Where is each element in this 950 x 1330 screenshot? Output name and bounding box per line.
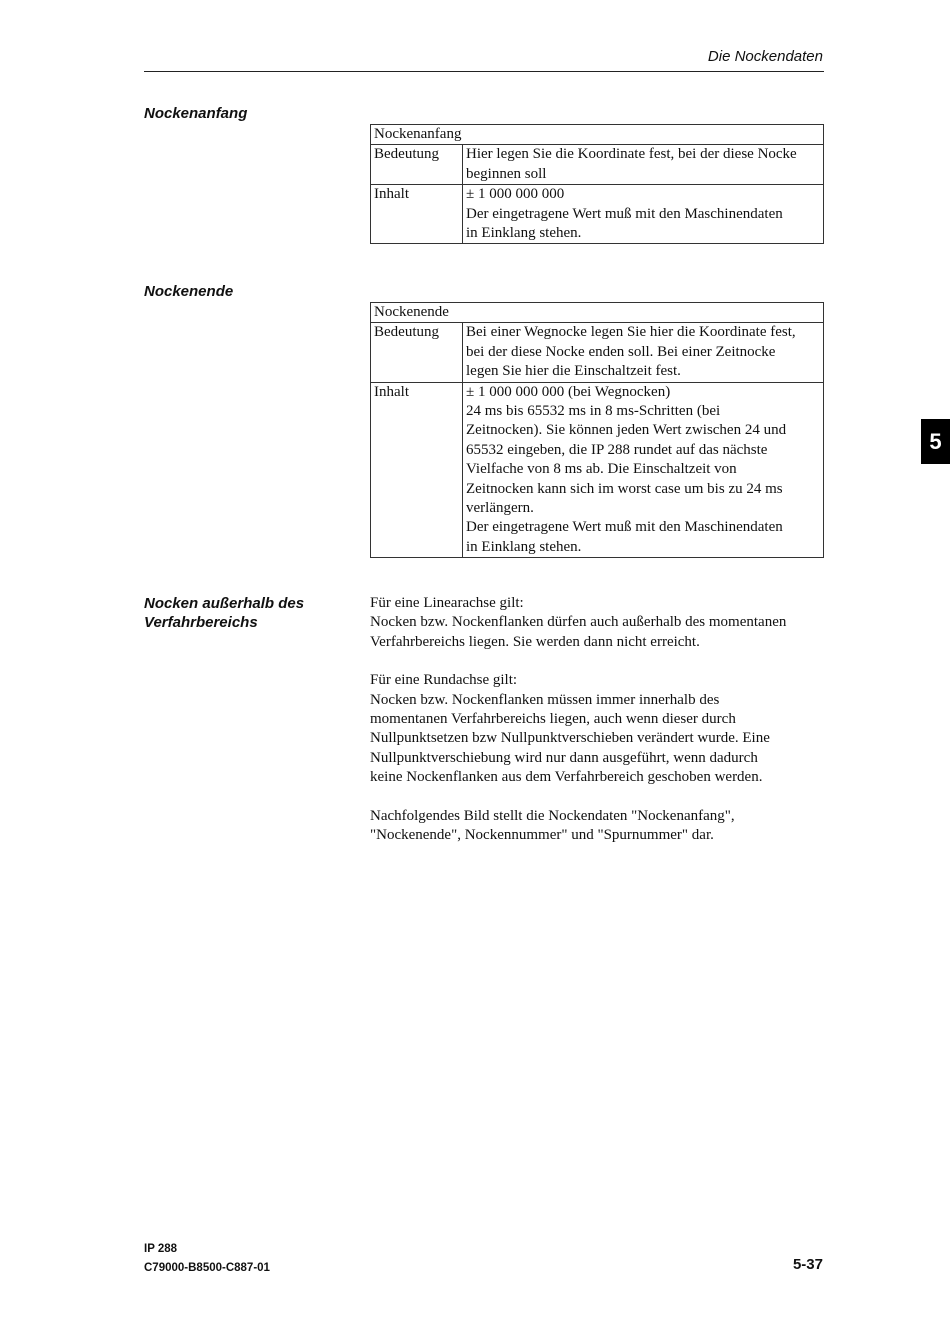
text-line: Für eine Linearachse gilt:: [370, 595, 524, 611]
text-line: Nullpunktverschiebung wird nur dann ausgeführt, wenn dadurch: [370, 749, 758, 766]
paragraph-linearachse: [370, 594, 824, 652]
text-line: Nocken bzw. Nockenflanken müssen immer innerhalb des: [370, 691, 720, 708]
value-line: Der eingetragene Wert muß mit den Maschinendaten: [466, 205, 783, 222]
text-line: "Nockenende", Nockennummer" und "Spurnummer" dar.: [370, 827, 714, 844]
heading-line: Verfahrbereichs: [144, 614, 258, 631]
row-value: [463, 185, 824, 244]
row-value: [463, 323, 824, 382]
heading-nockenende: Nockenende: [144, 283, 234, 300]
text-line: momentanen Verfahrbereichs liegen, auch wenn dieser durch: [370, 711, 736, 728]
paragraph-bildverweis: [370, 807, 824, 846]
value-line: legen Sie hier die Einschaltzeit fest.: [466, 363, 681, 380]
paragraph-rundachse: [370, 671, 824, 787]
value-line: in Einklang stehen.: [466, 225, 582, 242]
text-line: Für eine Rundachse gilt:: [370, 672, 518, 689]
value-line: beginnen soll: [466, 165, 547, 182]
row-key: Bedeutung: [371, 145, 463, 185]
row-key: Bedeutung: [371, 323, 463, 382]
table-row: [371, 185, 824, 244]
text-line: Nachfolgendes Bild stellt die Nockendaten "Nockenanfang",: [370, 807, 735, 824]
row-key: Inhalt: [371, 382, 463, 558]
value-line: 24 ms bis 65532 ms in 8 ms-Schritten (bei: [466, 403, 721, 420]
value-line: 65532 eingeben, die IP 288 rundet auf das nächste: [466, 441, 768, 458]
footer-doc-number: C79000-B8500-C887-01: [144, 1262, 270, 1274]
value-line: Der eingetragene Wert muß mit den Maschinendaten: [466, 519, 783, 536]
row-value: [463, 382, 824, 558]
value-line: Zeitnocken). Sie können jeden Wert zwischen 24 und: [466, 422, 787, 439]
row-value: [463, 145, 824, 185]
text-line: Verfahrbereichs liegen. Sie werden dann nicht erreicht.: [370, 633, 700, 650]
footer-product: IP 288: [144, 1243, 178, 1255]
value-line: Zeitnocken kann sich im worst case um bis zu 24 ms: [466, 480, 783, 497]
body-text-ausserhalb: [370, 594, 824, 864]
table-title: Nockenende: [371, 303, 824, 323]
table-nockenende: [370, 302, 824, 558]
text-line: keine Nockenflanken aus dem Verfahrbereich geschoben werden.: [370, 769, 763, 786]
heading-line: Nocken außerhalb des: [144, 595, 305, 612]
value-line: Vielfache von 8 ms ab. Die Einschaltzeit von: [466, 461, 737, 478]
page-number: 5-37: [792, 1256, 823, 1273]
table-title-row: [371, 303, 824, 323]
text-line: Nullpunktsetzen bzw Nullpunktverschieben verändert wurde. Eine: [370, 730, 770, 747]
chapter-tab: 5: [921, 419, 950, 464]
value-line: bei der diese Nocke enden soll. Bei einer Zeitnocke: [466, 343, 776, 360]
heading-nockenanfang: Nockenanfang: [144, 105, 248, 122]
table-row: [371, 145, 824, 185]
row-key: Inhalt: [371, 185, 463, 244]
value-line: ± 1 000 000 000 (bei Wegnocken): [466, 383, 671, 400]
value-line: verlängern.: [466, 500, 534, 517]
value-line: Hier legen Sie die Koordinate fest, bei der diese Nocke: [466, 146, 797, 163]
header-rule: [144, 71, 824, 72]
value-line: Bei einer Wegnocke legen Sie hier die Koordinate fest,: [466, 324, 796, 341]
text-line: Nocken bzw. Nockenflanken dürfen auch außerhalb des momentanen: [370, 614, 787, 631]
running-header-title: Die Nockendaten: [707, 48, 823, 65]
table-row: [371, 382, 824, 558]
footer-doc-info: [144, 1240, 270, 1278]
value-line: in Einklang stehen.: [466, 538, 582, 555]
table-row: [371, 323, 824, 382]
table-title-row: [371, 125, 824, 145]
table-title: Nockenanfang: [371, 125, 824, 145]
table-nockenanfang: [370, 124, 824, 244]
value-line: ± 1 000 000 000: [466, 186, 565, 203]
heading-nocken-ausserhalb: [144, 594, 354, 632]
